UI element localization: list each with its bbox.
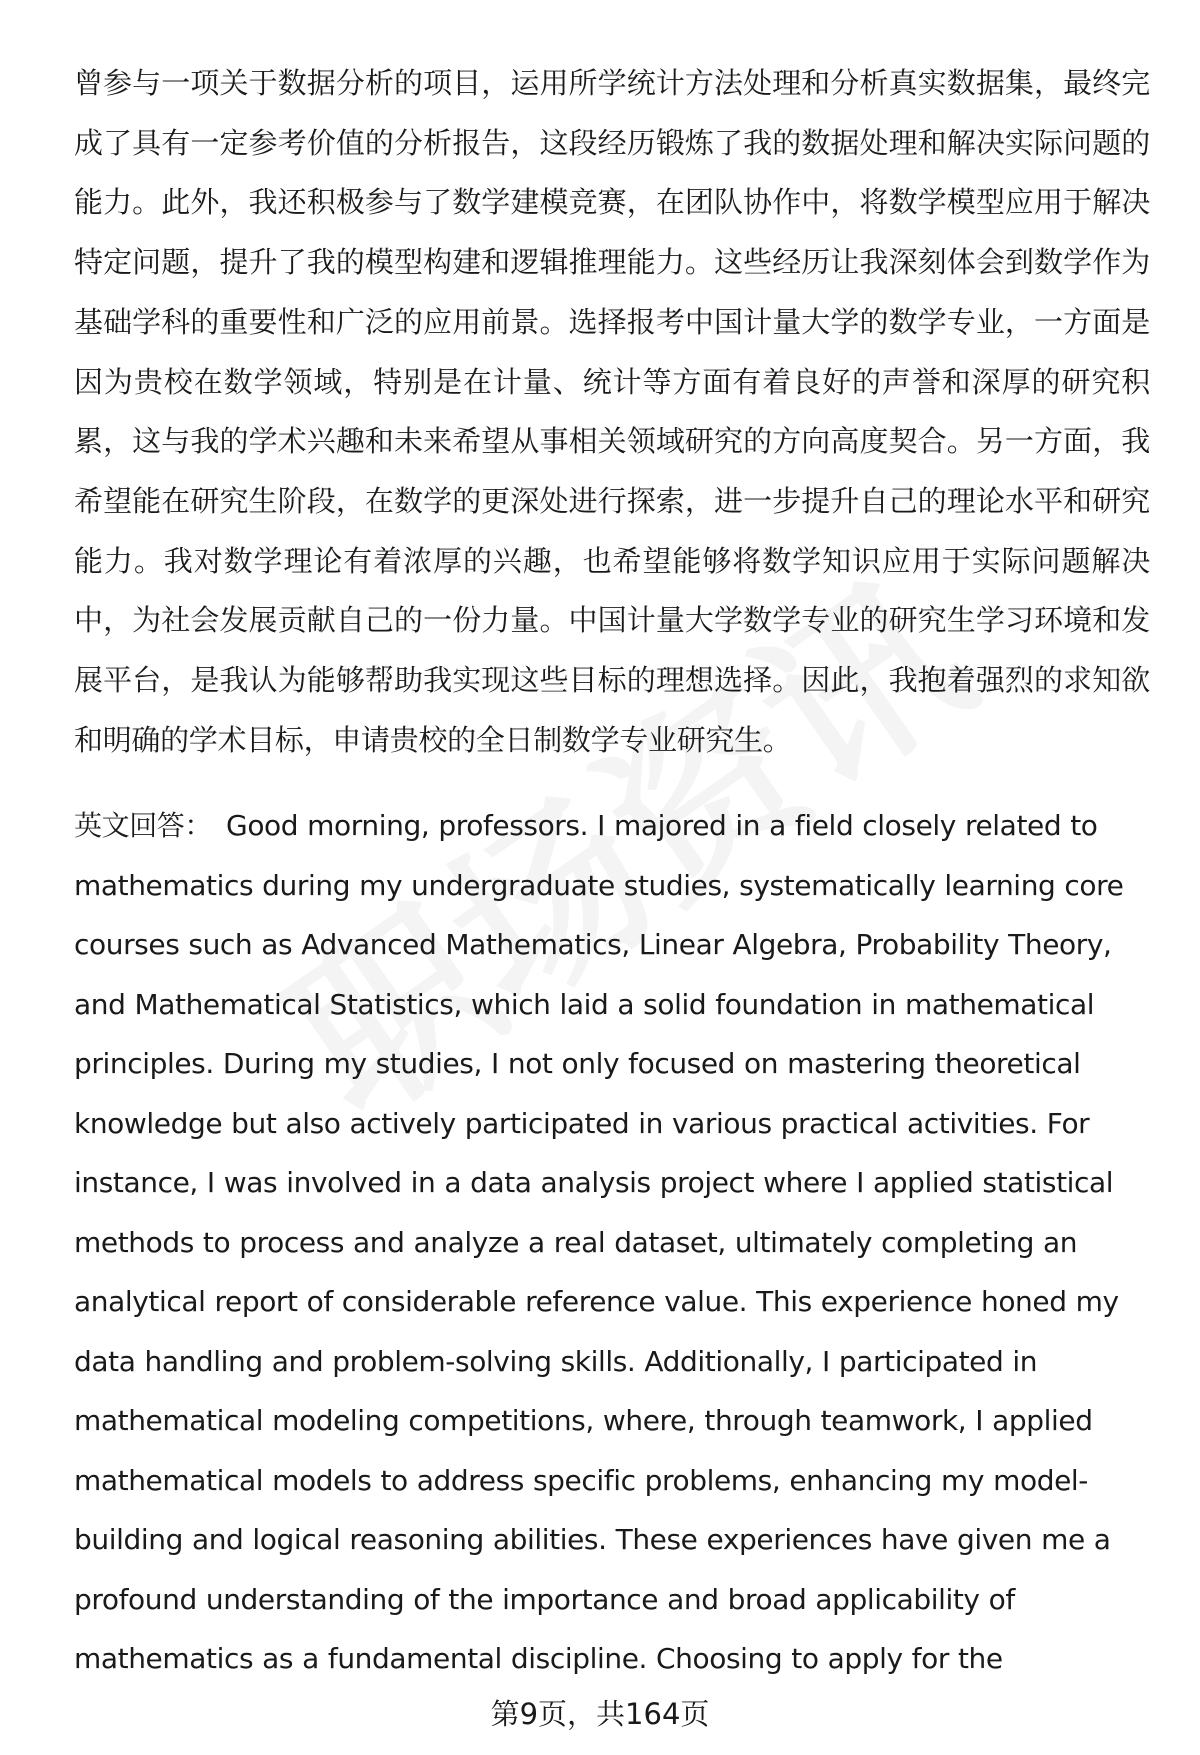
page-number-footer: 第9页，共164页: [490, 1697, 710, 1731]
chinese-answer-paragraph: 曾参与一项关于数据分析的项目，运用所学统计方法处理和分析真实数据集，最终完成了具有一定参考价值的分析报告，这段经历锻炼了我的数据处理和解决实际问题的能力。此外，我还积极参与了数学建模竞赛，在团队协作中，将数学模型应用于解决特定问题，提升了我的模型构建和逻辑推理能力。这些经历让我深刻体会到数学作为基础学科的重要性和广泛的应用前景。选择报考中国计量大学的数学专业，一方面是因为贵校在数学领域，特别是在计量、统计等方面有着良好的声誉和深厚的研究积累，这与我的学术兴趣和未来希望从事相关领域研究的方向高度契合。另一方面，我希望能在研究生阶段，在数学的更深处进行探索，进一步提升自己的理论水平和研究能力。我对数学理论有着浓厚的兴趣，也希望能够将数学知识应用于实际问题解决中，为社会发展贡献自己的一份力量。中国计量大学数学专业的研究生学习环境和发展平台，是我认为能够帮助我实现这些目标的理想选择。因此，我抱着强烈的求知欲和明确的学术目标，申请贵校的全日制数学专业研究生。: [74, 66, 1150, 757]
english-answer-text: Good morning, professors. I majored in a field closely related to mathematics during my undergraduate studies, systematically learning core courses such as Advanced Mathematics, Linear Algebra, Probability Theory, and Mathematical Statistics, which laid a solid foundation in mathematical principles. During my studies, I not only focused on mastering theoretical knowledge but also actively participated in various practical activities. For instance, I was involved in a data analysis project where I applied statistical methods to process and analyze a real dataset, ultimately completing an analytical report of considerable reference value. This experience honed my data handling and problem-solving skills. Additionally, I participated in mathematical modeling competitions, where, through teamwork, I applied mathematical models to address specific problems, enhancing my model-building and logical reasoning abilities. These experiences have given me a profound understanding of the importance and broad applicability of mathematics as a fundamental discipline. Choosing to apply for the: [74, 809, 1124, 1675]
english-answer-label: 英文回答：: [74, 809, 213, 842]
english-answer-paragraph: [74, 796, 1164, 1689]
